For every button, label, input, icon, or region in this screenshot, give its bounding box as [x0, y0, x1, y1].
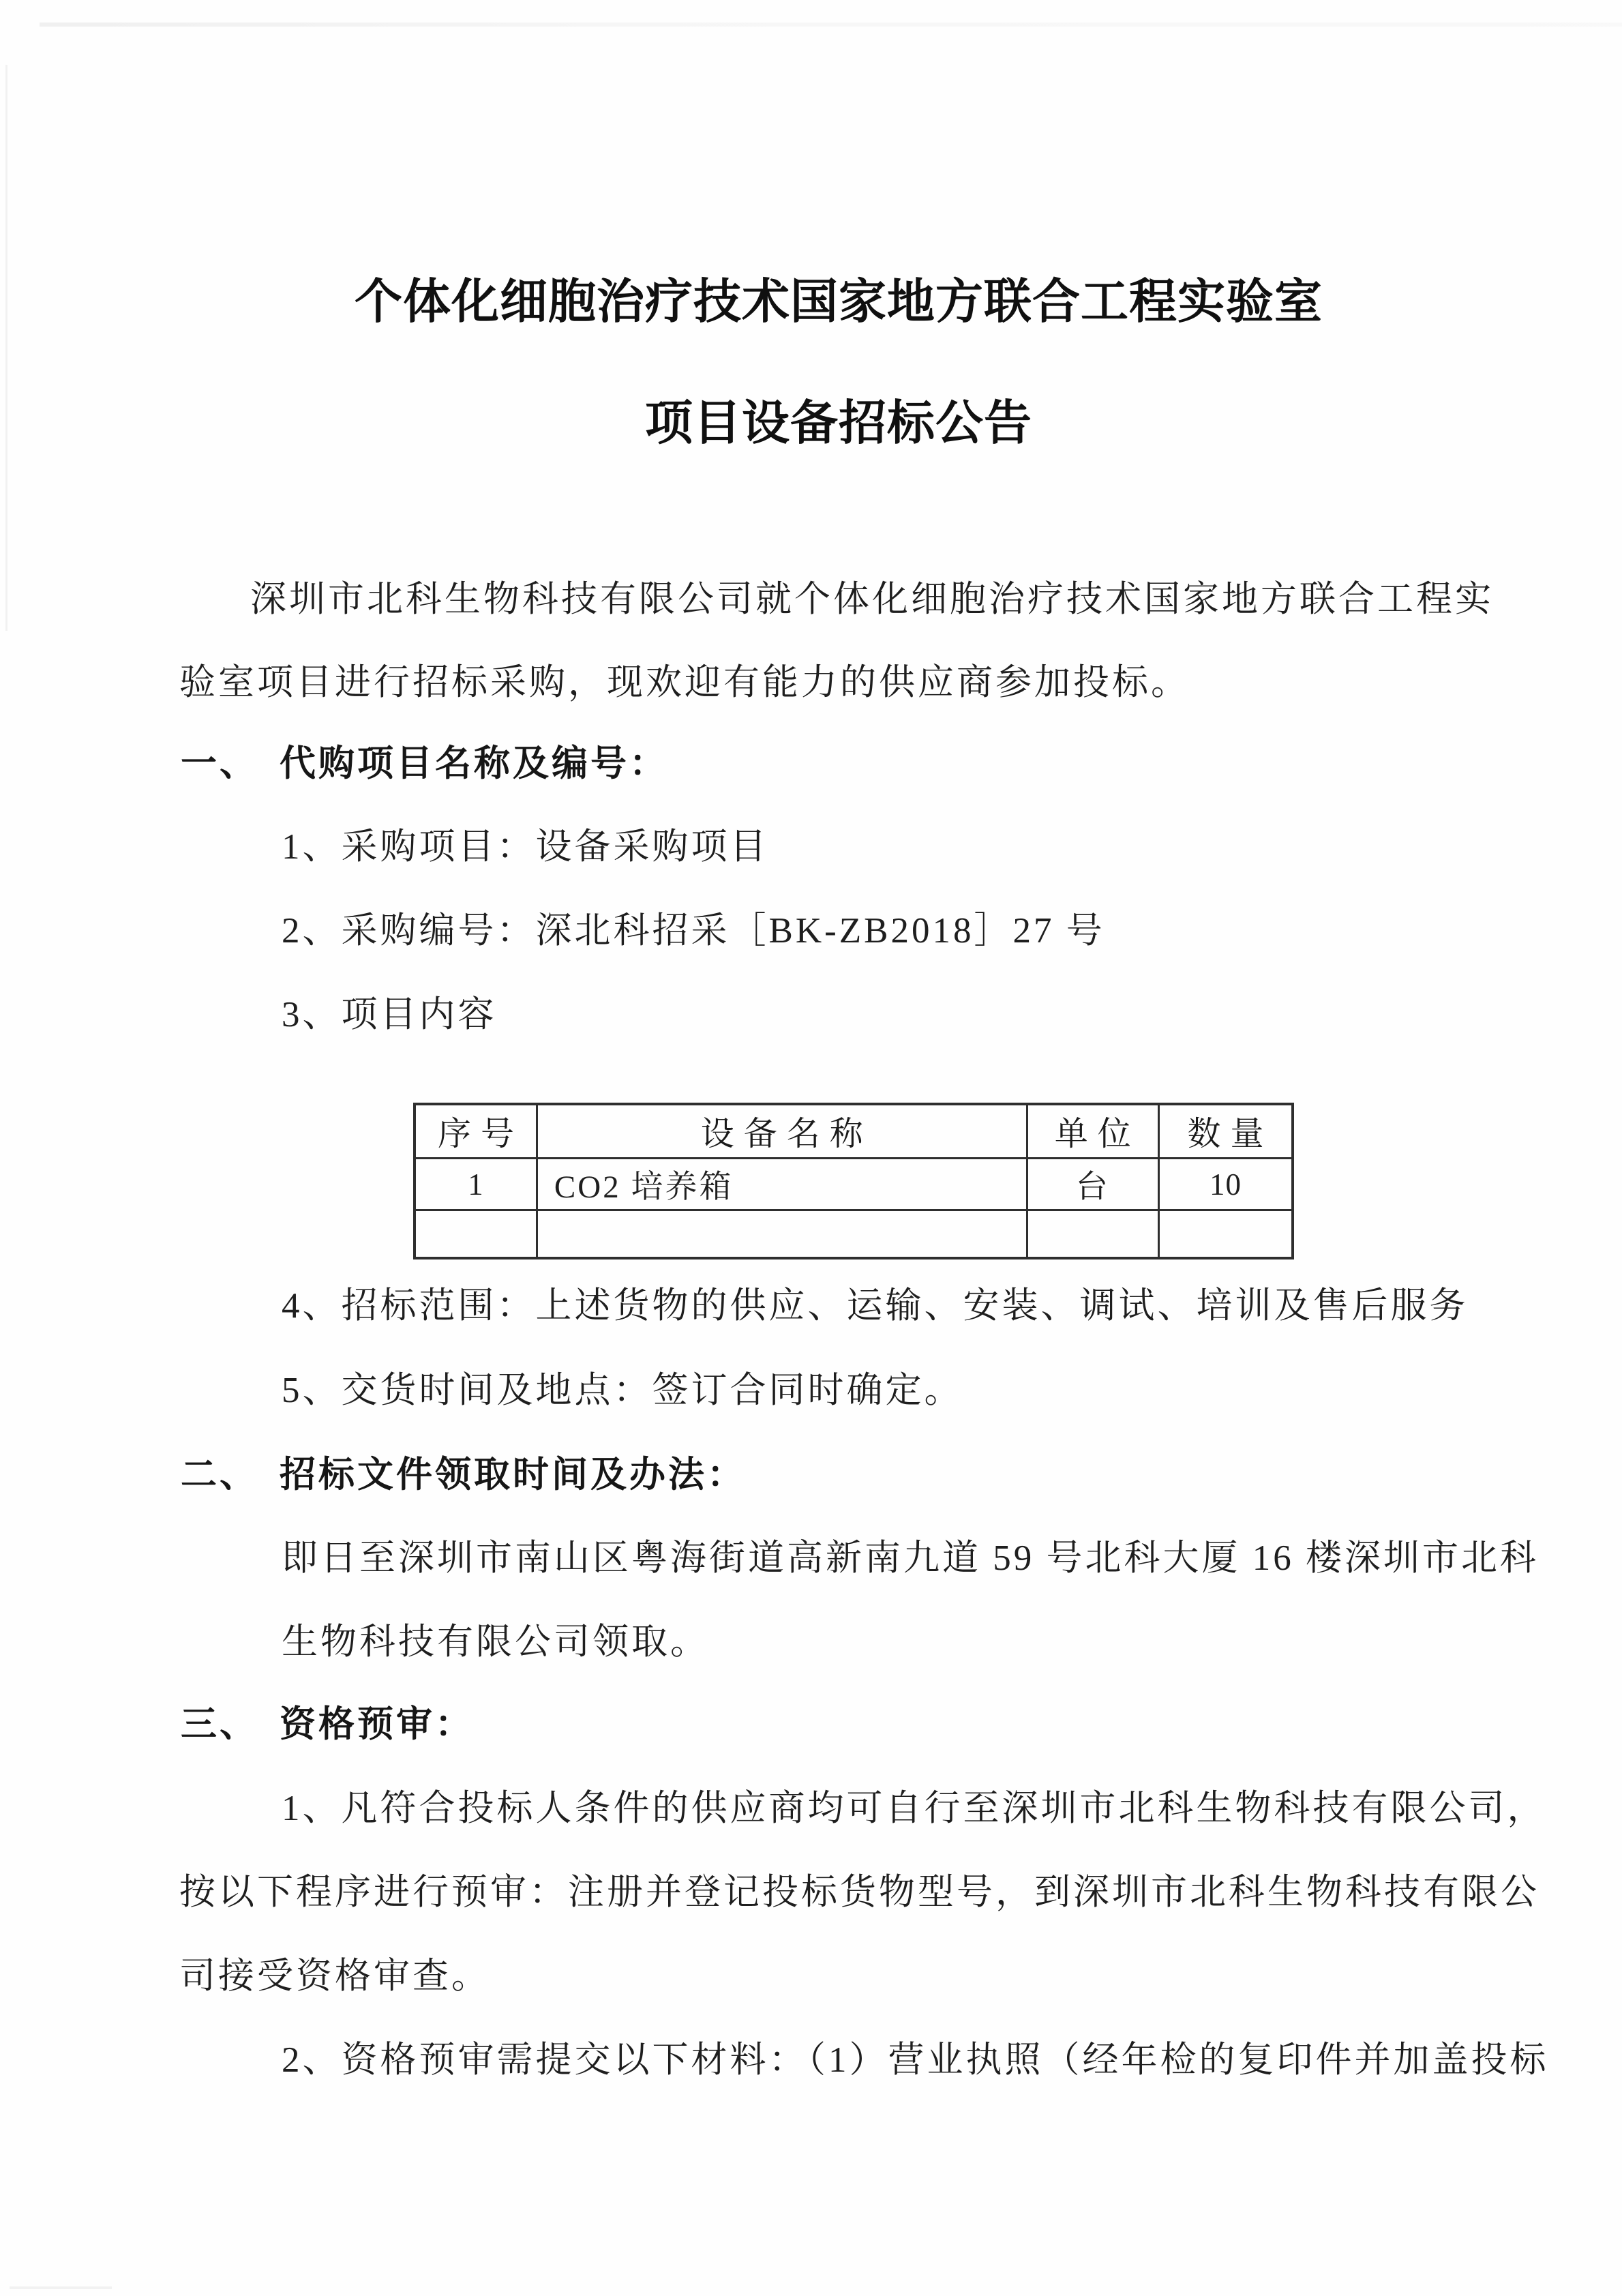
table-row-empty: [415, 1210, 1293, 1259]
section-2-heading: [181, 1455, 746, 1495]
document-title-line-2: 项目设备招标公告: [645, 398, 1032, 450]
table-cell-serial: 1: [415, 1159, 537, 1210]
section-1-heading: [181, 744, 668, 784]
document-content: [179, 0, 1549, 2296]
section-2-line-2: 生物科技有限公司领取。: [282, 1622, 709, 1662]
equipment-table-container: [413, 1103, 1294, 1259]
table-cell-empty: [1159, 1210, 1293, 1259]
section-3-heading: [181, 1705, 474, 1745]
equipment-table: [413, 1103, 1294, 1259]
section-2-line-1: 即日至深圳市南山区粤海街道高新南九道 59 号北科大厦 16 楼深圳市北科: [282, 1538, 1539, 1578]
table-header-quantity: 数量: [1159, 1104, 1293, 1159]
section-3-heading-text: 资格预审：: [280, 1705, 474, 1744]
table-cell-equipment-name: CO2 培养箱: [537, 1159, 1027, 1210]
section-2-number: 二、: [181, 1455, 258, 1495]
scan-artifact-bottom-smudge: [10, 2286, 112, 2289]
table-cell-empty: [415, 1210, 537, 1259]
section-1-item-3: 3、项目内容: [282, 995, 497, 1034]
section-3-paragraph-1-line-1: 1、凡符合投标人条件的供应商均可自行至深圳市北科生物科技有限公司，: [282, 1789, 1546, 1828]
table-header-serial: 序号: [415, 1104, 537, 1159]
section-1-item-5: 5、交货时间及地点：签订合同时确定。: [282, 1371, 963, 1410]
table-header-row: [415, 1104, 1293, 1159]
table-header-equipment-name: 设备名称: [537, 1104, 1027, 1159]
document-title-line-1: 个体化细胞治疗技术国家地方联合工程实验室: [355, 276, 1323, 329]
scan-artifact-left-edge: [5, 65, 7, 631]
section-1-item-2: 2、采购编号：深北科招采［BK-ZB2018］27 号: [282, 911, 1105, 951]
intro-paragraph-line-2: 验室项目进行招标采购，现欢迎有能力的供应商参加投标。: [179, 663, 1190, 702]
intro-paragraph-line-1: 深圳市北科生物科技有限公司就个体化细胞治疗技术国家地方联合工程实: [250, 580, 1494, 619]
table-cell-unit: 台: [1027, 1159, 1158, 1210]
section-1-number: 一、: [181, 744, 258, 784]
section-1-heading-text: 代购项目名称及编号：: [280, 744, 668, 784]
table-cell-empty: [1027, 1210, 1158, 1259]
section-2-heading-text: 招标文件领取时间及办法：: [280, 1455, 746, 1495]
table-cell-empty: [537, 1210, 1027, 1259]
table-row: [415, 1159, 1293, 1210]
section-1-item-1: 1、采购项目：设备采购项目: [282, 827, 769, 867]
section-3-paragraph-1-line-2: 按以下程序进行预审：注册并登记投标货物型号，到深圳市北科生物科技有限公: [179, 1873, 1540, 1912]
section-3-number: 三、: [181, 1705, 258, 1744]
section-3-paragraph-1-line-3: 司接受资格审查。: [179, 1956, 490, 1996]
table-cell-quantity: 10: [1159, 1159, 1293, 1210]
section-1-item-4: 4、招标范围：上述货物的供应、运输、安装、调试、培训及售后服务: [282, 1286, 1469, 1326]
section-3-paragraph-2-line-1: 2、资格预审需提交以下材料：（1）营业执照（经年检的复印件并加盖投标: [282, 2040, 1549, 2080]
table-header-unit: 单位: [1027, 1104, 1158, 1159]
